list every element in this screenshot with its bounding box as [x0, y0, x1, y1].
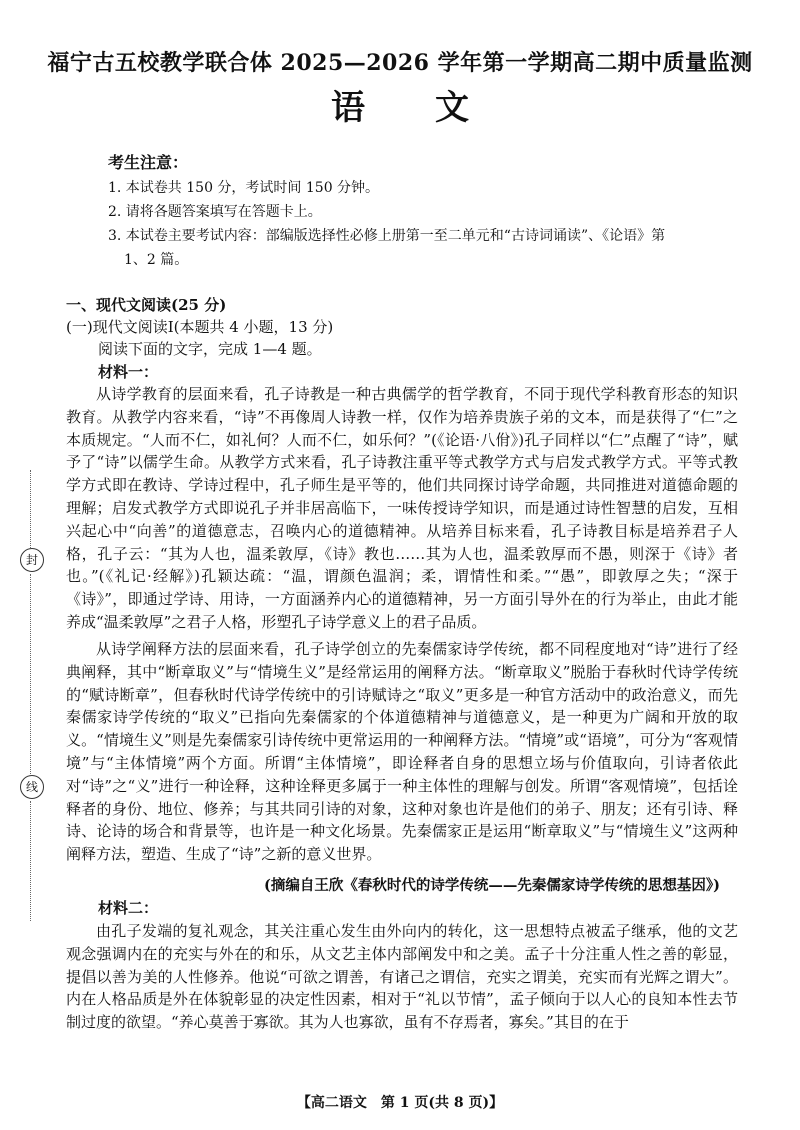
binding-dotted-line-upper	[30, 470, 31, 550]
subject-char-1: 语	[331, 88, 365, 128]
margin-mark-line: 线	[20, 775, 44, 799]
notice-item-2: 2. 请将各题答案填写在答题卡上。	[108, 204, 322, 220]
material-1-label: 材料一：	[98, 363, 159, 381]
material-1-paragraph-2: 从诗学阐释方法的层面来看，孔子诗学创立的先秦儒家诗学传统，都不同程度地对“诗”进行了经典阐释，其中“断章取义”与“情境生义”是经常运用的阐释方法。“断章取义”脱胎于春秋时代诗学传统的“赋诗断章”，但春秋时代诗学传统中的引诗赋诗之“取义”更多是一种官方活动中的政治意义，而先秦儒家诗学传统的“取义”已指向先秦儒家的个体道德精神与道德意义，是一种更为广阔和开放的取义。“情境生义”则是先秦儒家引诗传统中更常运用的一种阐释方法。“情境”或“语境”，可分为“客观情境”与“主体情境”两个方面。所谓“主体情境”，即诠释者自身的思想立场与价值取向，引诗者依此对“诗”之“义”进行一种诠释，这种诠释更多属于一种主体性的理解与创发。所谓“客观情境”，包括诠释者的身份、地位、修养；与其共同引诗的对象，这种对象也许是他们的弟子、朋友；还有引诗、释诗、论诗的场合和背景等，也许是一种文化场景。先秦儒家正是运用“断章取义”与“情境生义”这两种阐释方法，塑造、生成了“诗”之新的意义世界。	[66, 640, 738, 864]
binding-dotted-line-middle	[30, 574, 31, 774]
notice-item-1: 1. 本试卷共 150 分，考试时间 150 分钟。	[108, 180, 380, 196]
material-2-paragraph-1: 由孔子发端的复礼观念，其关注重心发生由外向内的转化，这一思想特点被孟子继承，他的文艺观念强调内在的充实与外在的和乐，从文艺主体内部阐发中和之美。孟子十分注重人性之善的彰显，提倡以善为美的人性修养。他说“可欲之谓善，有诸己之谓信，充实之谓美，充实而有光辉之谓大”。内在人格品质是外在体貌彰显的决定性因素，相对于“礼以节情”，孟子倾向于以人心的良知本性去节制过度的欲望。“养心莫善于寡欲。其为人也寡欲，虽有不存焉者，寡矣。”其目的在于	[66, 922, 738, 1032]
margin-mark-seal: 封	[20, 548, 44, 572]
notice-heading: 考生注意：	[108, 153, 189, 172]
page-footer: 【高二语文 第 1 页(共 8 页)】	[296, 1095, 504, 1111]
material-2-label: 材料二：	[98, 899, 159, 917]
sub-section-heading: (一)现代文阅读Ⅰ(本题共 4 小题，13 分)	[66, 318, 334, 336]
material-1-source: (摘编自王欣《春秋时代的诗学传统——先秦儒家诗学传统的思想基因》)	[264, 877, 720, 894]
exam-title: 福宁古五校教学联合体 2025—2026 学年第一学期高二期中质量监测	[47, 50, 753, 76]
binding-dotted-line-lower	[30, 801, 31, 921]
subject-title	[0, 80, 800, 129]
reading-instruction: 阅读下面的文字，完成 1—4 题。	[98, 340, 322, 358]
notice-item-3: 3. 本试卷主要考试内容：部编版选择性必修上册第一至二单元和“古诗词诵读”、《论语》第	[108, 228, 666, 244]
material-1-paragraph-1: 从诗学教育的层面来看，孔子诗教是一种古典儒学的哲学教育，不同于现代学科教育形态的知识教育。从教学内容来看，“诗”不再像周人诗教一样，仅作为培养贵族子弟的文本，而是获得了“仁”之本质规定。“人而不仁，如礼何？人而不仁，如乐何？”(《论语·八佾》)孔子同样以“仁”点醒了“诗”，赋予了“诗”以儒学生命。从教学方式来看，孔子诗教注重平等式教学方式与启发式教学方式。平等式教学方式即在教诗、学诗过程中，孔子师生是平等的，他们共同探讨诗学命题，共同推进对道德命题的理解；启发式教学方式即说孔子并非居高临下，一味传授诗学知识，而是通过诗性智慧的启发，互相兴起心中“向善”的道德意志，召唤内心的道德精神。从培养目标来看，孔子诗教目标是培养君子人格，孔子云：“其为人也，温柔敦厚，《诗》教也……其为人也，温柔敦厚而不愚，则深于《诗》者也。”(《礼记·经解》)孔颖达疏：“温，谓颜色温润；柔，谓情性和柔。”“愚”，即敦厚之失；“深于《诗》”，即通过学诗、用诗，一方面涵养内心的道德精神，另一方面引导外在的行为举止，由此才能养成“温柔敦厚”之君子人格，形塑孔子诗学意义上的君子品质。	[66, 385, 738, 631]
section-heading: 一、现代文阅读(25 分)	[66, 296, 227, 314]
notice-list	[108, 176, 748, 272]
subject-char-2: 文	[435, 88, 469, 128]
notice-item-3-cont: 1、2 篇。	[124, 252, 189, 268]
